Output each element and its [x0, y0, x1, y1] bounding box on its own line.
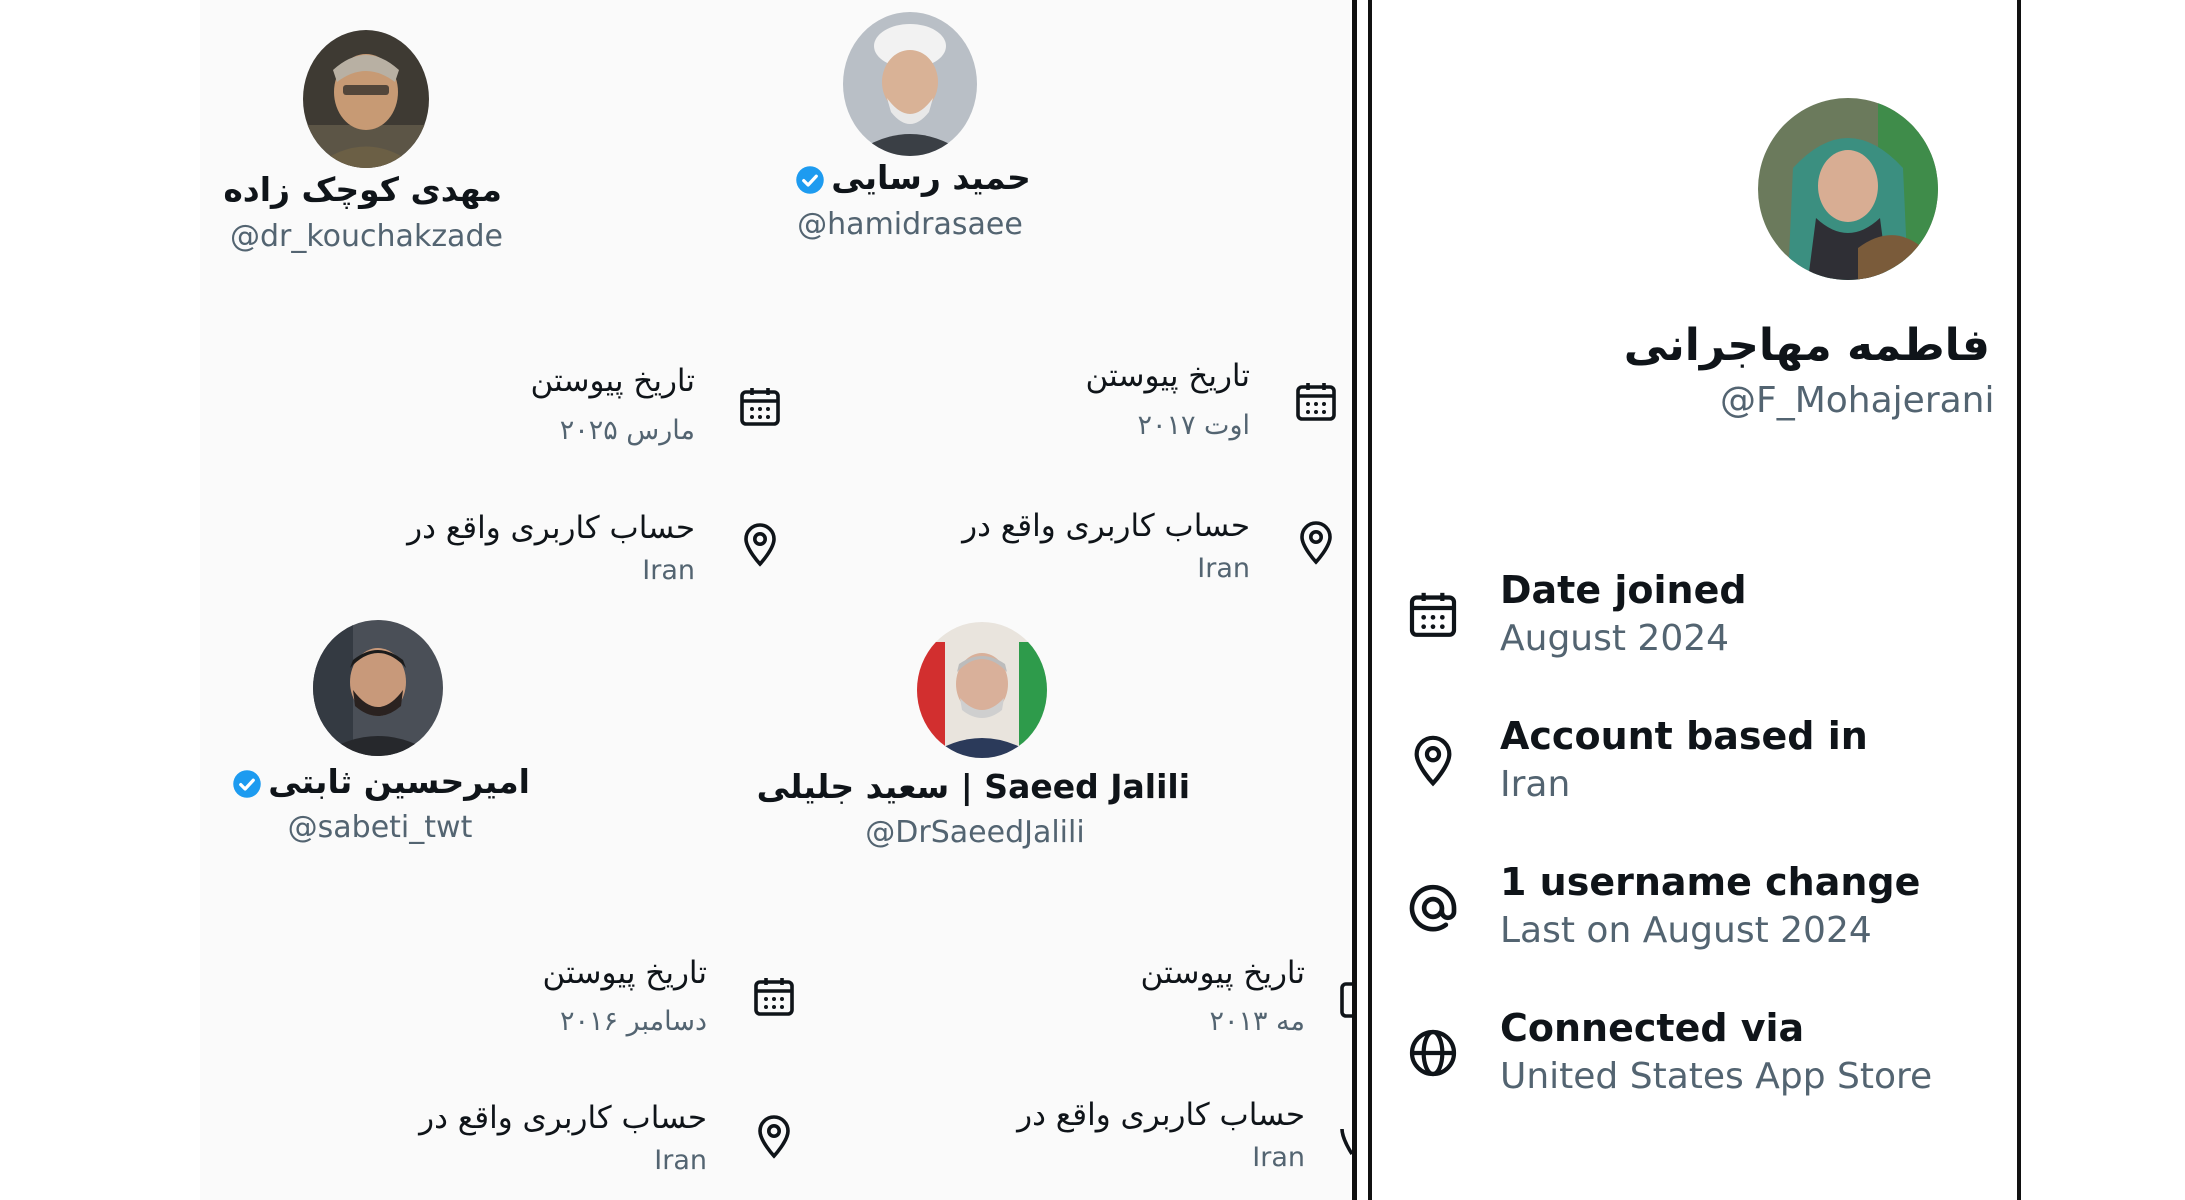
calendar-icon: [1405, 587, 1461, 643]
detail-title: Date joined: [1500, 568, 1747, 612]
calendar-icon: [736, 383, 784, 431]
at-sign-icon: [1405, 880, 1461, 936]
profile-name: فاطمه مهاجرانی: [1623, 320, 1990, 371]
joined-date: دسامبر ۲۰۱۶: [560, 1006, 707, 1037]
location-value: Iran: [1252, 1142, 1305, 1173]
profile-name: مهدی کوچک زاده: [223, 170, 502, 209]
joined-label: تاریخ پیوستن: [1085, 358, 1250, 394]
location-pin-icon: [750, 1112, 798, 1160]
joined-date: مه ۲۰۱۳: [1209, 1006, 1305, 1037]
calendar-icon: [1340, 975, 1352, 1023]
location-value: Iran: [654, 1145, 707, 1176]
detail-value: August 2024: [1500, 618, 1730, 659]
verified-badge-icon: [795, 165, 825, 195]
verified-badge-icon: [232, 769, 262, 799]
calendar-icon: [1292, 378, 1340, 426]
profile-handle[interactable]: @DrSaeedJalili: [865, 815, 1085, 850]
avatar[interactable]: [917, 622, 1047, 758]
profile-handle[interactable]: @F_Mohajerani: [1720, 380, 1995, 421]
detail-title: Connected via: [1500, 1006, 1805, 1050]
globe-icon: [1405, 1025, 1461, 1081]
detail-value: United States App Store: [1500, 1056, 1933, 1097]
profile-name: حمید رسایی: [760, 158, 1060, 197]
avatar[interactable]: [1758, 98, 1938, 280]
avatar[interactable]: [313, 620, 443, 756]
panel-border-right: [2017, 0, 2021, 1200]
detail-value: Iran: [1500, 764, 1571, 805]
location-value: Iran: [1197, 553, 1250, 584]
location-label: حساب کاربری واقع در: [419, 1100, 707, 1136]
avatar[interactable]: [843, 12, 977, 156]
panel-divider-right: [1368, 0, 1372, 1200]
location-label: حساب کاربری واقع در: [407, 510, 695, 546]
profile-handle[interactable]: @dr_kouchakzade: [230, 219, 503, 254]
location-pin-icon: [736, 520, 784, 568]
profile-handle[interactable]: @hamidrasaee: [797, 207, 1023, 242]
joined-label: تاریخ پیوستن: [542, 955, 707, 991]
avatar[interactable]: [303, 30, 429, 168]
joined-date: اوت ۲۰۱۷: [1137, 410, 1250, 441]
panel-divider-left: [1352, 0, 1357, 1200]
profile-name: Saeed Jalili | سعید جلیلی: [756, 767, 1190, 806]
detail-title: Account based in: [1500, 714, 1868, 758]
detail-value: Last on August 2024: [1500, 910, 1872, 951]
profile-name: امیرحسین ثابتی: [230, 762, 530, 801]
joined-date: مارس ۲۰۲۵: [559, 415, 695, 446]
location-pin-icon: [1340, 1110, 1352, 1158]
location-label: حساب کاربری واقع در: [962, 508, 1250, 544]
joined-label: تاریخ پیوستن: [530, 363, 695, 399]
profile-handle[interactable]: @sabeti_twt: [287, 810, 473, 845]
detail-title: 1 username change: [1500, 860, 1921, 904]
joined-label: تاریخ پیوستن: [1140, 955, 1305, 991]
calendar-icon: [750, 973, 798, 1021]
location-label: حساب کاربری واقع در: [1017, 1097, 1305, 1133]
location-value: Iran: [642, 555, 695, 586]
location-pin-icon: [1405, 732, 1461, 788]
location-pin-icon: [1292, 518, 1340, 566]
